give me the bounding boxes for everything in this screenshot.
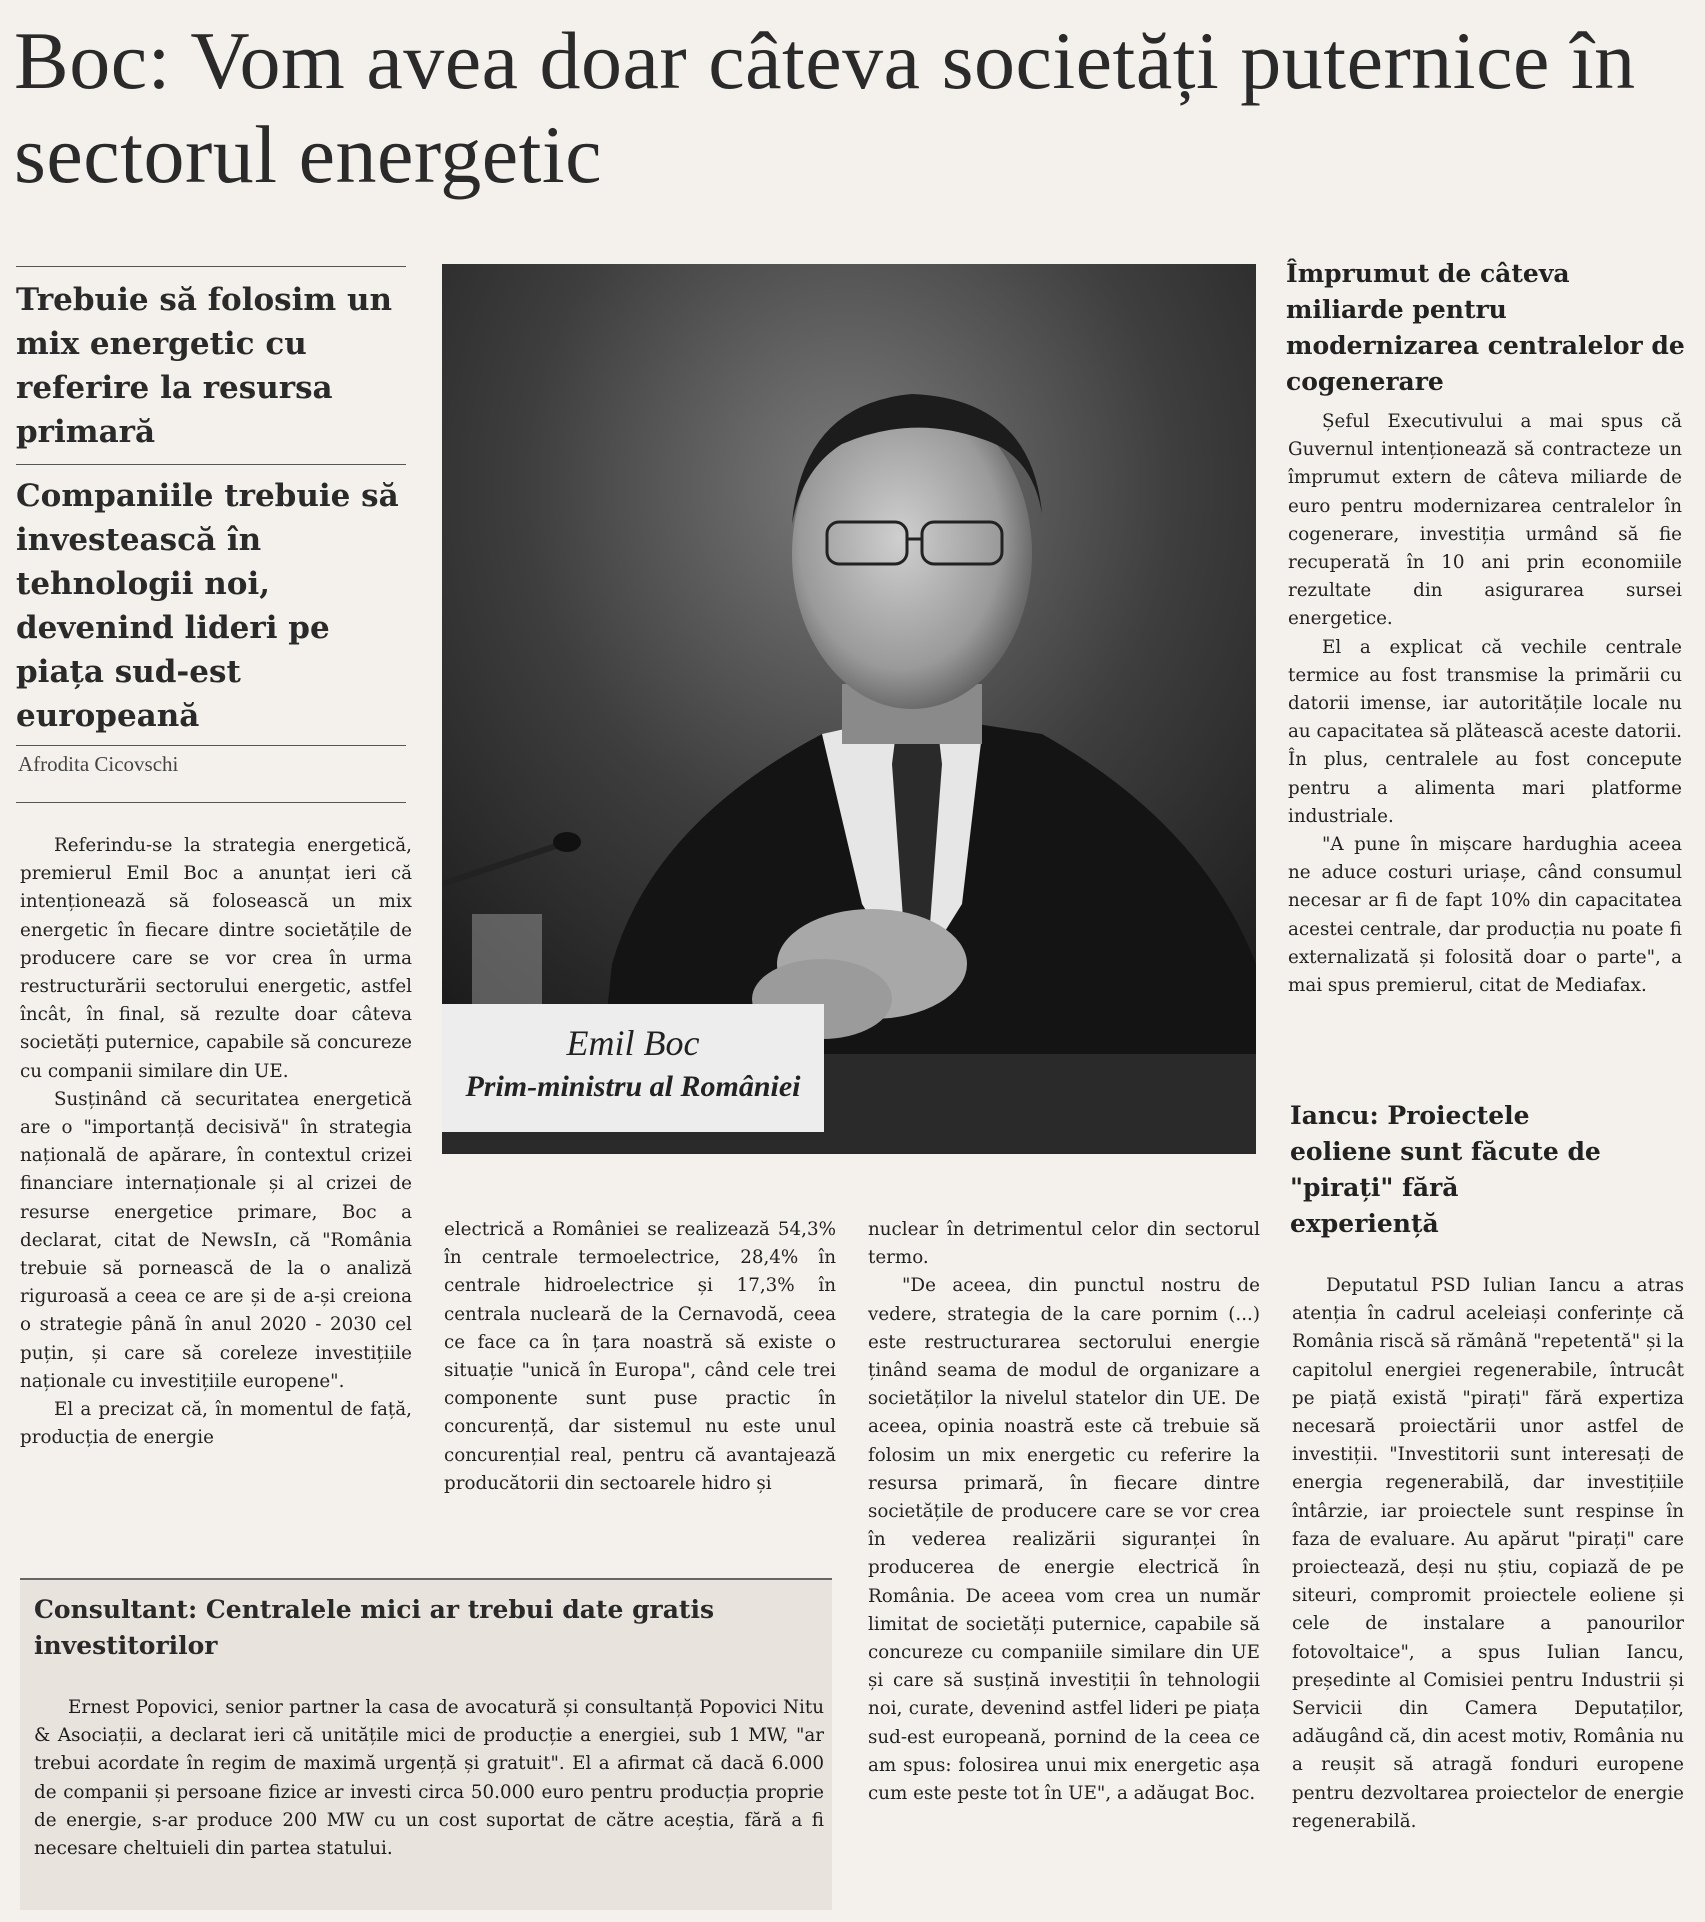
article-col1-p3: El a precizat că, în momentul de față, producția de energie: [20, 1399, 412, 1449]
rule-mid: [16, 464, 406, 465]
sidebar1-title: Împrumut de câteva miliarde pentru modernizarea centralelor de cogenerare: [1286, 259, 1685, 396]
consultant-box: [20, 1578, 832, 1910]
lead-1: Trebuie să folosim un mix energetic cu referire la resursa primară: [16, 282, 393, 450]
article-col-1: [20, 832, 412, 1452]
rule-byline: [16, 745, 406, 746]
lead-2: Companiile trebuie să investească în tehnologii noi, devenind lideri pe piața sud-est europeană: [16, 478, 399, 734]
placard-name: Emil Boc: [566, 1023, 700, 1063]
rule-byline-bottom: [16, 802, 406, 803]
box-title: Consultant: Centralele mici ar trebui date gratis investitorilor: [34, 1595, 715, 1660]
article-col3-p2: "De aceea, din punctul nostru de vedere, strategia de la care pornim (...) este restructurarea sectorului energie ținând seama de modul de organizare a societăților la nivelul statelor din UE. De aceea, opinia noastră este că trebuie să folosim un mix energetic cu referire la resursa primară, în fiecare dintre societățile de producere care se vor crea în vederea realizării siguranței în producerea de energie electrică în România. De aceea vom crea un număr limitat de societăți puternice, capabile să concureze cu companiile similare din UE și care să susțină investiții în tehnologii noi, curate, devenind astfel lideri pe piața sud-est europeană, pornind de la ceea ce am spus: folosirea unui mix energetic așa cum este peste tot în UE", a adăugat Boc.: [868, 1275, 1260, 1805]
box-p1: Ernest Popovici, senior partner la casa de avocatură și consultanță Popovici Nitu & Asociații, a declarat ieri că unitățile mici de producție a energiei, sub 1 MW, "ar trebui acordate în regim de maximă urgență și gratuit". El a afirmat că dacă 6.000 de companii și persoane fizice ar investi circa 50.000 euro pentru producția proprie de energie, s-ar produce 200 MW cu un cost suportat de către aceștia, fără a fi necesare cheltuieli din partea statului.: [34, 1697, 824, 1860]
portrait-illustration: [442, 264, 1256, 1154]
box-body: [34, 1694, 824, 1863]
photo-emil-boc: [442, 264, 1256, 1154]
sidebar1-body: [1288, 408, 1682, 1000]
sidebar1-p1: Șeful Executivului a mai spus că Guvernul intenționează să contracteze un împrumut extern de câteva miliarde de euro pentru modernizarea centralelor în cogenerare, investiția urmând să fie recuperată în 10 ani prin economiile rezultate din asigurarea sursei energetice.: [1288, 411, 1682, 630]
sidebar2-body: [1292, 1272, 1684, 1836]
article-col-3: [868, 1216, 1260, 1808]
article-col1-p2: Susținând că securitatea energetică are o "importanță decisivă" în strategia națională de apărare, în contextul crizei financiare internaționale și al crizei de resurse energetice primare, Boc a declarat, citat de NewsIn, că "România trebuie să pornească de la o analiză riguroasă a ceea ce are și de a-și creiona o strategie până în anul 2020 - 2030 cel puțin, și care să coreleze investițiile naționale cu investițiile europene".: [20, 1088, 412, 1392]
article-col-2: [444, 1216, 836, 1498]
rule-top: [16, 266, 406, 267]
article-col1-p1: Referindu-se la strategia energetică, premierul Emil Boc a anunțat ieri că intenționează să folosească un mix energetic în fiecare dintre societățile de producere care se vor crea în urma restructurării sectorului energetic, astfel încât, în final, să rezulte doar câteva societăți puternice, capabile să concureze cu companii similare din UE.: [20, 835, 412, 1082]
article-col3-p1: nuclear în detrimentul celor din sectorul termo.: [868, 1219, 1260, 1269]
sidebar2-title: Iancu: Proiectele eoliene sunt făcute de "pirați" fără experiență: [1290, 1101, 1601, 1238]
byline: Afrodita Cicovschi: [18, 752, 179, 776]
article-col2-p1: electrică a României se realizează 54,3% în centrale termoelectrice, 28,4% în centrale hidroelectrice și 17,3% în centrala nucleară de la Cernavodă, ceea ce face ca în țara noastră să existe o situație "unică în Europa", când cele trei componente sunt puse practic în concurență, dar sistemul nu este unul concurențial real, pentru că avantajează producătorii din sectoarele hidro și: [444, 1219, 836, 1494]
headline: Boc: Vom avea doar câteva societăți puternice în sectorul energetic: [14, 15, 1636, 200]
sidebar1-p3: "A pune în mișcare hardughia aceea ne aduce costuri uriașe, când consumul necesar ar fi de fapt 10% din capacitatea acestei centrale, dar producția nu poate fi externalizată și folosită doar o parte", a mai spus premierul, citat de Mediafax.: [1288, 834, 1682, 997]
sidebar2-p1: Deputatul PSD Iulian Iancu a atras atenția în cadrul aceleiași conferințe că România riscă să rămână "repetentă" și la capitolul energiei regenerabile, întrucât pe piață există "pirați" fără expertiza necesară proiectării unor astfel de investiții. "Investitorii sunt interesați de energia regenerabilă, dar investițiile întârzie, iar proiectele sunt respinse în faza de evaluare. Au apărut "pirați" care proiectează, deși nu știu, copiază de pe siteuri, compromit proiectele eoliene și cele de instalare a panourilor fotovoltaice", a spus Iulian Iancu, președinte al Comisiei pentru Industrii și Servicii din Camera Deputaților, adăugând că, din acest motiv, România nu a reușit să atragă fonduri europene pentru dezvoltarea proiectelor de energie regenerabilă.: [1292, 1275, 1684, 1832]
sidebar1-p2: El a explicat că vechile centrale termice au fost transmise la primării cu datorii imense, iar autoritățile locale nu au capacitatea să plătească aceste datorii. În plus, centralele au fost concepute pentru a alimenta mari platforme industriale.: [1288, 636, 1682, 827]
placard-title: Prim-ministru al României: [465, 1070, 801, 1103]
